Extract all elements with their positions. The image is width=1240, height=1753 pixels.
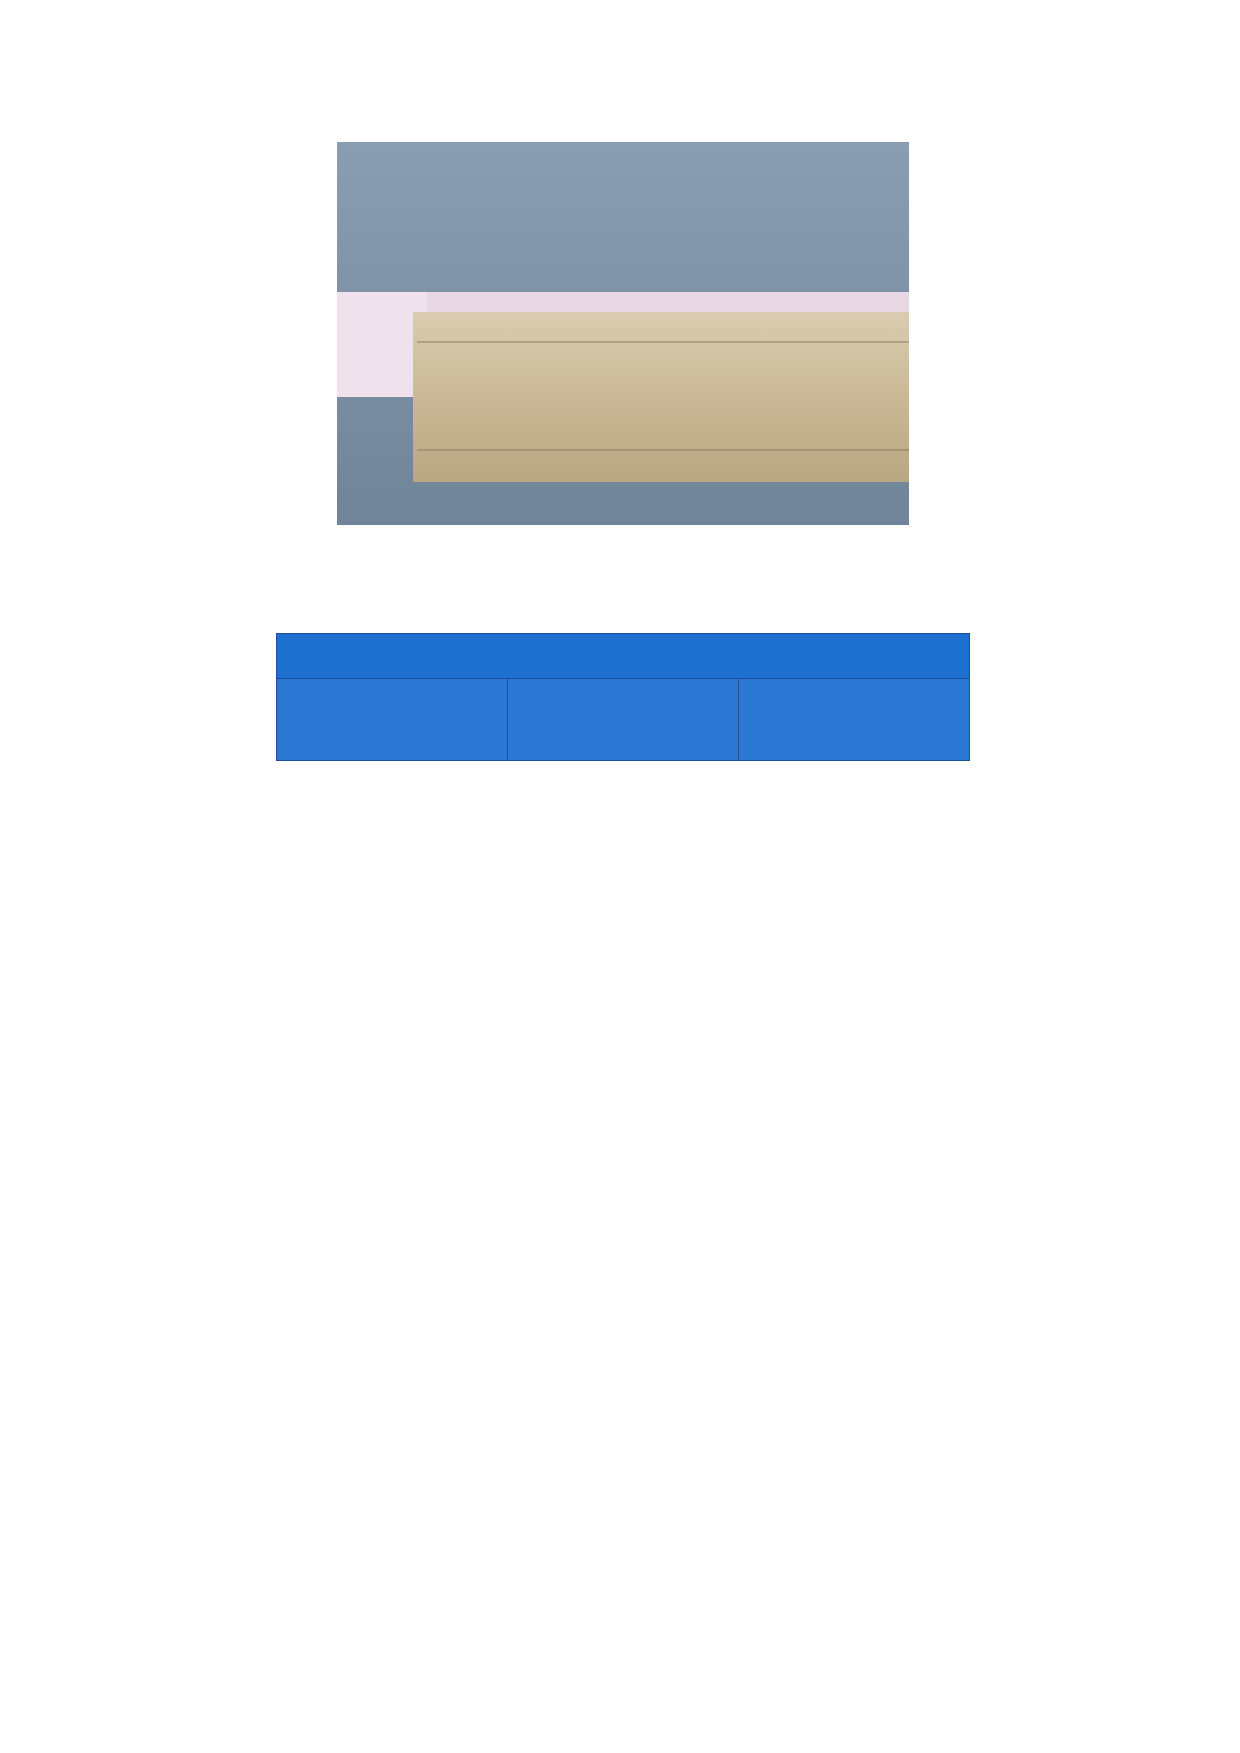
header-inches [739,679,970,761]
header-splint-size [277,679,508,761]
ruler-photo [337,142,909,525]
table-title [277,634,970,679]
ruler-body [413,312,909,482]
header-mm [508,679,739,761]
splint-size-table [276,633,969,1636]
